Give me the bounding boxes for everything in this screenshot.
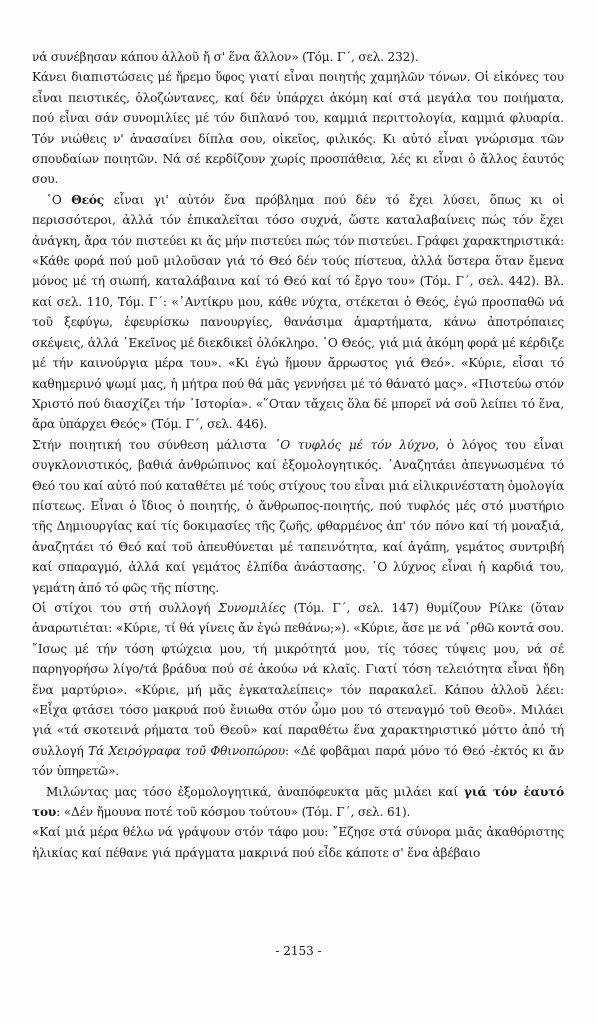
text-run: Στήν ποιητική του σύνθεση μάλιστα bbox=[32, 437, 275, 452]
paragraph bbox=[32, 782, 564, 823]
paragraph bbox=[32, 435, 564, 598]
text-run: Οἱ στίχοι του στή συλλογή bbox=[32, 600, 219, 615]
bold-text: Θεός bbox=[71, 192, 105, 207]
text-run: ῾Ο bbox=[46, 192, 72, 207]
paragraph bbox=[32, 67, 564, 189]
text-run: (Τόμ. Γ΄, σελ. 147) θυμίζουν Ρίλκε (ὅταν ἀναρωτιέται: «Κύριε, τί θά γίνεις ἄν ἐγώ πεθάνω;»). «Κύριε, ἄσε με νά ῾ρθῶ κοντά σου. ῎Ισως μέ τήν τόση φτώχεια μου, τή μικρότητά μου, τίς τόσες τύψεις μου, νά σέ παρηγορήσω λίγο/τά βράδυα πού σέ ἀκούω νά κλαῖς. Γιατί τόση τελειότητα εἶναι ἤδη ἕνα μαρτύριο». «Κύριε, μή μᾶς ἐγκαταλείπεις» τόν παρακαλεῖ. Κάπου ἀλλοῦ λέει: «Εἶχα φτάσει τόσο μακρυά πού ἔνιωθα στόν ὦμο μου τό στεναγμό τοῦ Θεοῦ». Μιλάει γιά «τά σκοτεινά ρήματα τοῦ Θεοῦ» καί παραθέτω ἕνα χαρακτηριστικό μόττο ἀπό τή συλλογή bbox=[32, 600, 564, 758]
text-run: : «Δέν ἤμουνα ποτέ τοῦ κόσμου τούτου» (Τόμ. Γ΄, σελ. 61). bbox=[56, 805, 411, 820]
italic-title: Τά Χειρόγραφα τοῦ Φθινοπώρου bbox=[88, 743, 285, 758]
text-run: νά συνέβησαν κάπου ἀλλοῦ ἤ σ' ἕνα ἄλλον» (Τόμ. Γ΄, σελ. 232). bbox=[32, 50, 419, 64]
text-run: εἶναι γι' αὐτόν ἕνα πρόβλημα πού δέν τό ἔχει λύσει, ὅπως κι οἱ περισσότεροι, ἀλλά τόν ἐπικαλεῖται τόσο συχνά, ὥστε καταλαβαίνεις πώς τόν ἔχει ἀνάγκη, ἄρα τόν πιστεύει κι ἄς μήν πιστεύει πώς τόν πιστεύει. Γράφει χαρακτηριστικά: «Κάθε φορά πού μοῦ μιλοῦσαν γιά τό Θεό δέν τούς πίστευα, ἀλλά ὕστερα ὅταν ἔμενα μόνος μέ τή σιωπή, καταλάβαινα καί τό Θεό καί τό ἔργο του» (Τόμ. Γ΄, σελ. 442). Βλ. καί σελ. 110, Τόμ. Γ΄: «᾿Αντίκρυ μου, κάθε νύχτα, στέκεται ὁ Θεός, ἐγώ προσπαθῶ νά τοῦ ξεφύγω, ἐφευρίσκω πανουργίες, θανάσιμα ἁμαρτήματα, κάνω ἀποτρόπαιες σκέψεις, ἀλλά ᾿Εκεῖνος μέ διεκδικεῖ ὁλόκληρο. ῾Ο Θεός, γιά μιά ἀκόμη φορά μέ κέρδιζε μέ τήν καινούργια μέρα του». «Κι ἐγώ ἤμουν ἄρρωστος γιά Θεό». «Κύριε, εἶσαι τό καθημερινό ψωμί μας, ἡ μήτρα πού θά μᾶς γεννήσει μέ τό θάνατό μας». «Πιστεύω στόν Χριστό πού διασχίζει τήν ᾿Ιστορία». «῞Οταν τἄχεις ὅλα δέ μπορεῖ νά σοῦ λείπει τό ἕνα, ἄρα ὑπάρχει Θεός» (Τόμ. Γ΄, σελ. 446). bbox=[32, 192, 564, 432]
text-run: , ὁ λόγος του εἶναι συγκλονιστικός, βαθιά ἀνθρώπινος καί ἐξομολογητικός. ᾿Αναζητάει ἀπεγνωσμένα τό Θεό του καί αὐτό πού καταθέτει μέ τούς στίχους του εἶναι μιά εἰλικρινέστατη ὁμολογία πίστεως. Εἶναι ὁ ἴδιος ὁ ποιητής, ὁ ἄνθρωπος-ποιητής, πού τυφλός μές στό μυστήριο τῆς Δημιουργίας καί τίς δοκιμασίες τῆς ζωῆς, φθαρμένος ἀπ' τόν πόνο καί τή μοναξιά, ἀναζητάει τό Θεό καί τοῦ ἀπευθύνεται μέ ταπεινότητα, καί ἀγάπη, γεμάτος συντριβή καί σπαραγμό, ἀλλά καί γεμάτος ἐλπίδα ἀνάστασης. ῾Ο λύχνος εἶναι ἡ καρδιά του, γεμάτη ἀπό τό φῶς τῆς πίστης. bbox=[32, 437, 564, 595]
italic-title: ῾Ο τυφλός μέ τόν λύχνο bbox=[274, 437, 436, 452]
text-run: : «Δέ φοβᾶμαι παρά μόνο τό Θεό -ἐκτός κι ἄν τόν ὑπηρετῶ». bbox=[32, 743, 564, 779]
paragraph bbox=[32, 822, 564, 863]
paragraph bbox=[32, 598, 564, 782]
body-text bbox=[32, 47, 564, 863]
text-run: Κάνει διαπιστώσεις μέ ἤρεμο ὕφος γιατί εἶναι ποιητής χαμηλῶν τόνων. Οἱ εἰκόνες του εἶναι πειστικές, ὁλοζώντανες, καί δέν ὑπάρχει ἀκόμη καί στά μεγάλα του ποιήματα, πού εἶναι σάν συνομιλίες μέ τόν διπλανό του, καμμιά περιττολογία, καμμιά φλυαρία. Τόν νιώθεις ν' ἀνασαίνει δίπλα σου, οἰκεῖος, φιλικός. Κι αὐτό εἶναι γνώρισμα τῶν σπουδαίων ποιητῶν. Νά σέ κερδίζουν χωρίς προσπάθεια, λές κι εἶναι ὁ ἄλλος ἑαυτός σου. bbox=[32, 70, 564, 187]
paragraph bbox=[32, 190, 564, 435]
page-number: - 2153 - bbox=[275, 944, 322, 958]
paragraph bbox=[32, 47, 564, 67]
text-run: Μιλώντας μας τόσο ἐξομολογητικά, ἀναπόφευκτα μᾶς μιλάει καί bbox=[46, 784, 464, 799]
text-run: «Καί μιά μέρα θέλω νά γράψουν στόν τάφο μου: ῎Εζησε στά σύνορα μιᾶς ἀκαθόριστης ἡλικίας καί πέθανε γιά πράγματα μακρινά πού εἶδε κάποτε σ' ἕνα ἀβέβαιο bbox=[32, 825, 564, 860]
bold-text: γιά τόν ἑαυτό του bbox=[32, 784, 564, 820]
italic-title: Συνομιλίες bbox=[218, 600, 286, 615]
